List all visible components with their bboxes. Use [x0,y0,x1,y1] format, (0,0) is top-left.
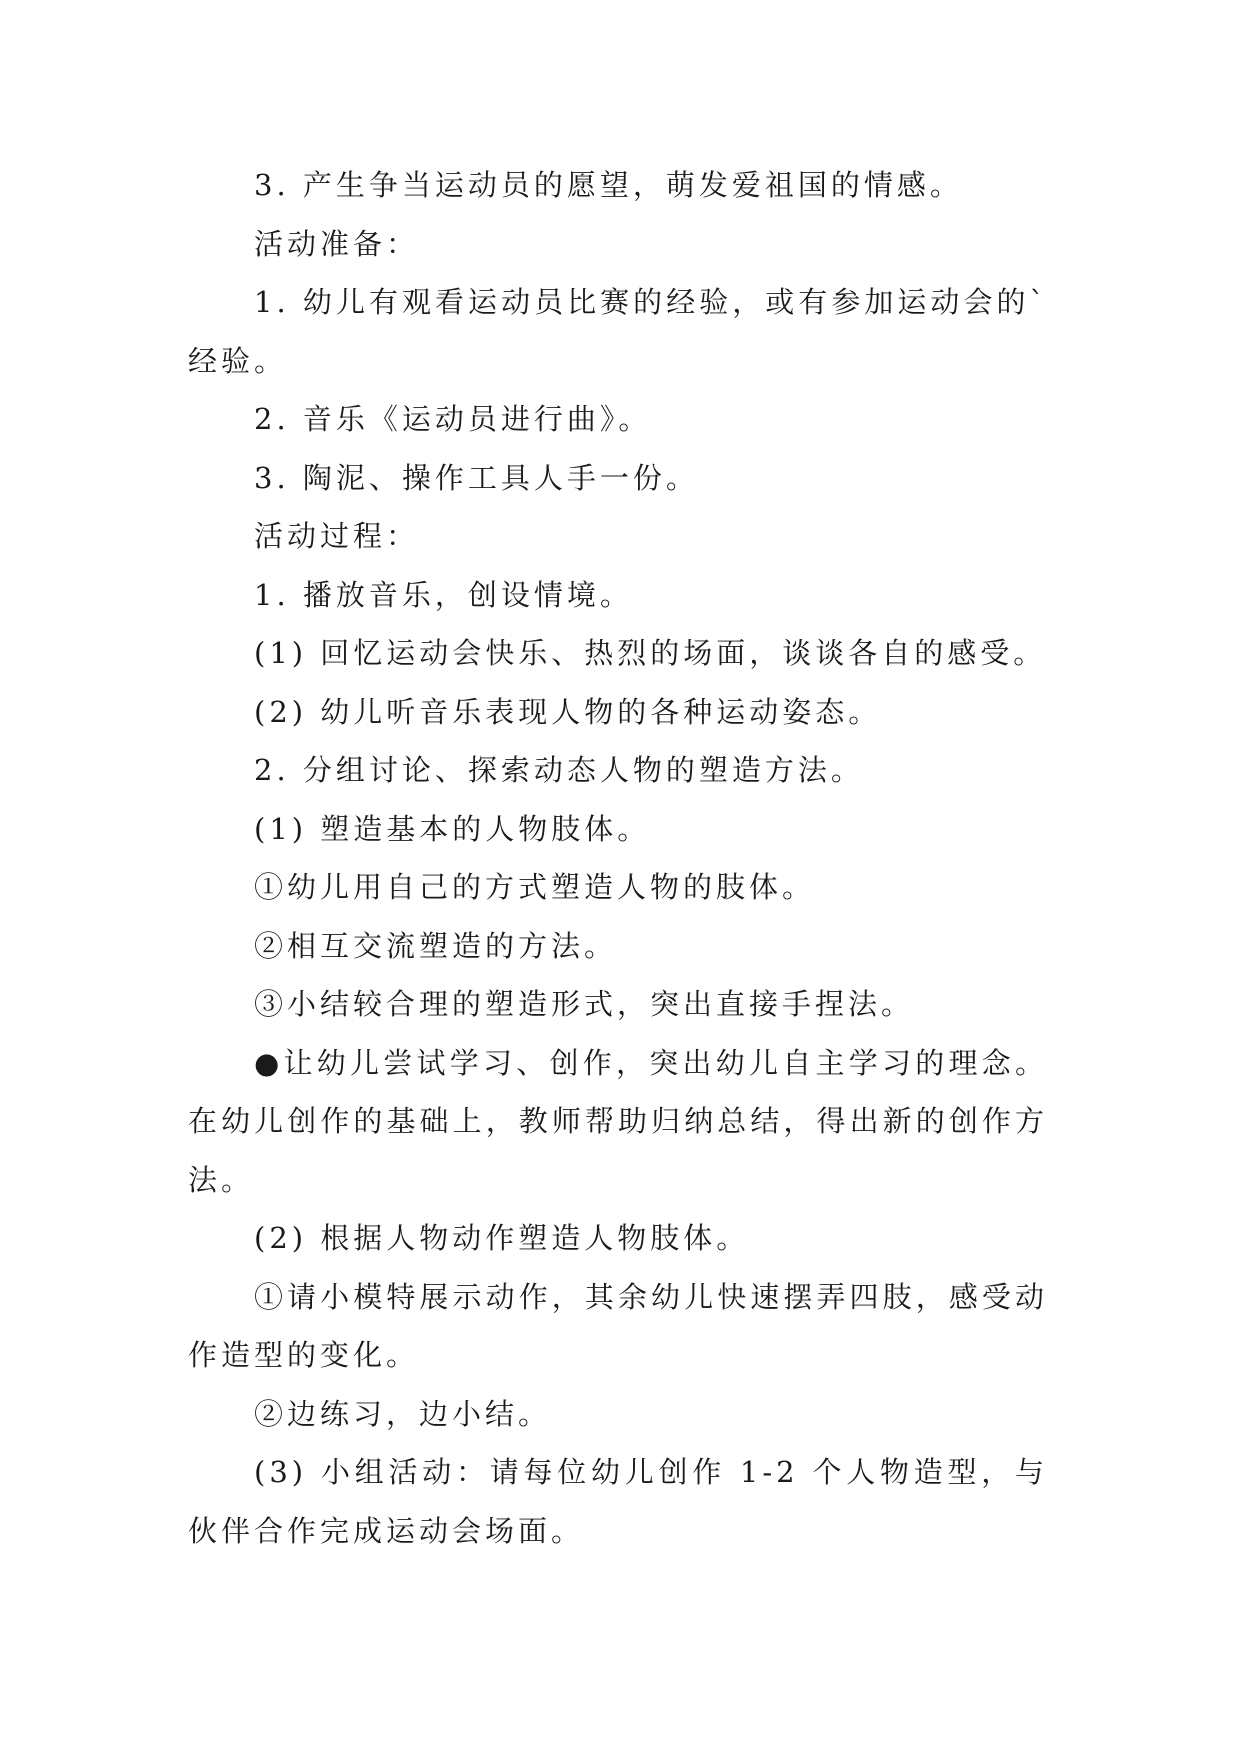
paragraph-prep-2: 2. 音乐《运动员进行曲》。 [254,402,652,436]
paragraph-step-2-2-b: ②边练习，边小结。 [254,1396,552,1431]
paragraph-goal-3: 3. 产生争当运动员的愿望，萌发爱祖国的情感。 [254,168,963,202]
paragraph-note: ●让幼儿尝试学习、创作，突出幼儿自主学习的理念。在幼儿创作的基础上，教师帮助归纳总结，得出新的创作方法。 [188,1045,1048,1197]
paragraph-step-2-2-a: ①请小模特展示动作，其余幼儿快速摆弄四肢，感受动作造型的变化。 [188,1279,1048,1372]
paragraph-step-2-1-a: ①幼儿用自己的方式塑造人物的肢体。 [254,870,816,904]
paragraph-step-2-1-b: ②相互交流塑造的方法。 [254,928,618,963]
heading-process: 活动过程： [254,519,420,553]
paragraph-step-2-1-c: ③小结较合理的塑造形式，突出直接手捏法。 [254,987,915,1021]
paragraph-prep-3: 3. 陶泥、操作工具人手一份。 [254,460,699,495]
paragraph-step-1: 1. 播放音乐，创设情境。 [254,577,633,612]
paragraph-step-1-1: (1) 回忆运动会快乐、热烈的场面，谈谈各自的感受。 [254,636,1047,670]
paragraph-prep-1: 1. 幼儿有观看运动员比赛的经验，或有参加运动会的`经验。 [188,285,1048,378]
paragraph-step-2: 2. 分组讨论、探索动态人物的塑造方法。 [254,753,864,787]
heading-preparation: 活动准备： [254,226,420,261]
paragraph-step-2-2: (2) 根据人物动作塑造人物肢体。 [254,1221,750,1255]
document-body [188,156,1048,1560]
paragraph-step-1-2: (2) 幼儿听音乐表现人物的各种运动姿态。 [254,694,882,729]
paragraph-step-2-1: (1) 塑造基本的人物肢体。 [254,811,651,846]
paragraph-step-2-3: (3) 小组活动：请每位幼儿创作 1-2 个人物造型，与伙伴合作完成运动会场面。 [188,1455,1048,1548]
